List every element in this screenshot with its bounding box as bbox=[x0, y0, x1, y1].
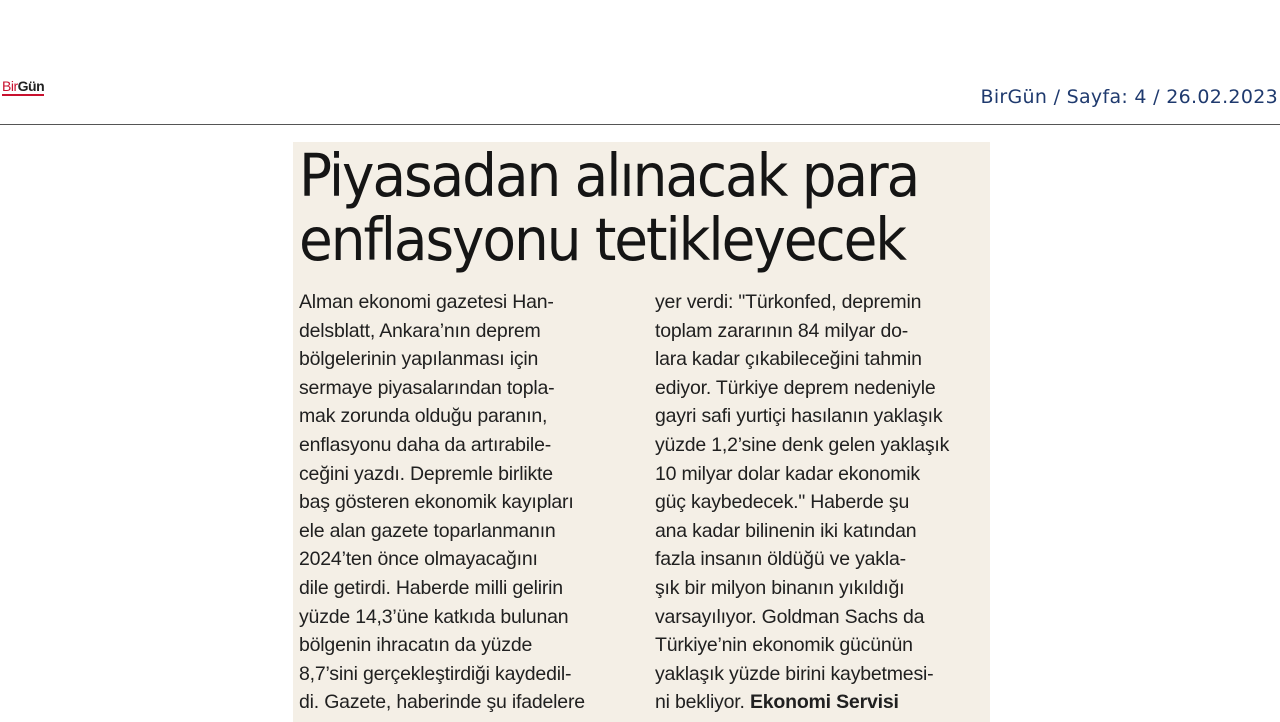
text-line: ceğini yazdı. Depremle birlikte bbox=[299, 462, 553, 485]
logo-bir: Bir bbox=[2, 78, 18, 94]
text-line: ediyor. Türkiye deprem nedeniyle bbox=[655, 376, 936, 399]
text-line: bölgenin ihracatın da yüzde bbox=[299, 634, 533, 657]
logo-gun: Gün bbox=[17, 78, 45, 94]
text-line: Alman ekonomi gazetesi Han- bbox=[299, 291, 554, 313]
text-line: di. Gazete, haberinde şu ifadelere bbox=[299, 691, 585, 714]
source-line: BirGün / Sayfa: 4 / 26.02.2023 bbox=[980, 86, 1278, 108]
text-line: fazla insanın öldüğü ve yakla- bbox=[655, 548, 906, 571]
headline-line: enflasyonu tetikleyecek bbox=[299, 205, 906, 274]
text-line: dile getirdi. Haberde milli gelirin bbox=[299, 576, 563, 599]
text-line: varsayılıyor. Goldman Sachs da bbox=[655, 605, 925, 628]
text-line: baş gösteren ekonomik kayıpları bbox=[299, 491, 574, 514]
text-line: ana kadar bilinenin iki katından bbox=[655, 519, 917, 542]
text-line: toplam zararının 84 milyar do- bbox=[655, 319, 909, 342]
text-line: gayri safi yurtiçi hasılanın yaklaşık bbox=[655, 405, 943, 428]
text-line: mak zorunda olduğu paranın, bbox=[299, 405, 548, 428]
text-line: enflasyonu daha da artırabile- bbox=[299, 433, 552, 456]
text-line: ele alan gazete toparlanmanın bbox=[299, 519, 556, 542]
headline bbox=[299, 144, 941, 272]
closing-text: ni bekliyor. bbox=[655, 691, 745, 714]
text-line: lara kadar çıkabileceğini tahmin bbox=[655, 348, 922, 371]
text-line: yüzde 14,3’üne katkıda bulunan bbox=[299, 605, 569, 628]
byline: Ekonomi Servisi bbox=[749, 691, 899, 714]
masthead bbox=[0, 0, 1280, 125]
text-line: 2024’ten önce olmayacağını bbox=[299, 548, 538, 571]
text-line: şık bir milyon binanın yıkıldığı bbox=[655, 576, 905, 599]
headline-line: Piyasadan alınacak para bbox=[299, 142, 919, 210]
text-line: yüzde 1,2’sine denk gelen yaklaşık bbox=[655, 433, 950, 456]
text-line: 8,7’sini gerçekleştirdiği kaydedil- bbox=[299, 662, 572, 685]
text-line: yaklaşık yüzde birini kaybetmesi- bbox=[655, 662, 934, 685]
text-line: 10 milyar dolar kadar ekonomik bbox=[655, 462, 920, 485]
text-line: güç kaybedecek." Haberde şu bbox=[655, 491, 910, 514]
text-line: bölgelerinin yapılanması için bbox=[299, 348, 539, 371]
text-line: Türkiye’nin ekonomik gücünün bbox=[655, 634, 913, 657]
text-line: yer verdi: "Türkonfed, depremin bbox=[655, 291, 922, 313]
text-line: delsblatt, Ankara’nın deprem bbox=[299, 319, 541, 342]
text-line: sermaye piyasalarından topla- bbox=[299, 376, 555, 399]
right-column bbox=[655, 288, 990, 717]
birgun-logo bbox=[2, 78, 44, 96]
closing-line bbox=[655, 688, 990, 717]
left-column bbox=[299, 288, 629, 717]
newspaper-clipping bbox=[293, 142, 990, 722]
